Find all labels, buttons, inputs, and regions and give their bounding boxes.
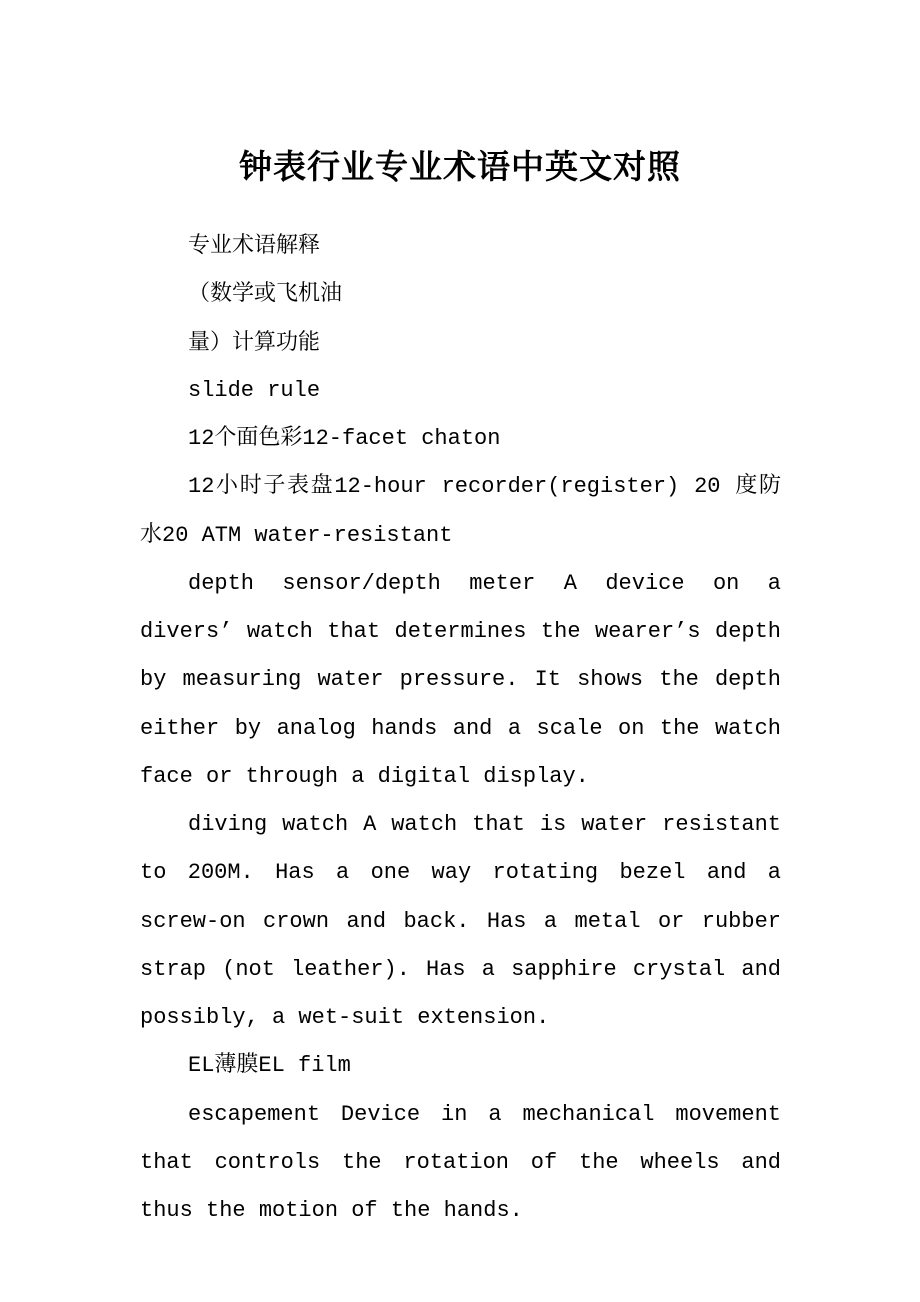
- paragraph-calculation-line-2: 量）计算功能: [188, 329, 321, 355]
- paragraph-el-film: EL薄膜EL film: [188, 1053, 351, 1079]
- paragraph-diving-watch: diving watch A watch that is water resistant to 200M. Has a one way rotating bezel and a screw-on crown and back. Has a metal or rubber strap (not leather). Has a sapphire crystal and possibly, a wet-suit extension.: [140, 812, 781, 1030]
- paragraph-slide-rule: slide rule: [188, 377, 321, 403]
- document-title: 钟表行业专业术语中英文对照: [239, 147, 681, 186]
- paragraph-12-hour-recorder: 12小时子表盘12-hour recorder(register) 20 度防水20 ATM water-resistant: [140, 474, 781, 548]
- paragraph-escapement: escapement Device in a mechanical movement that controls the rotation of the wheels and thus the motion of the hands.: [140, 1101, 781, 1223]
- document-body: [140, 222, 781, 1235]
- paragraph-depth-sensor: depth sensor/depth meter A device on a divers’ watch that determines the wearer’s depth by measuring water pressure. It shows the depth either by analog hands and a scale on the watch face or through a digital display.: [140, 570, 781, 789]
- paragraph-calculation-line-1: （数学或飞机油: [188, 281, 343, 307]
- paragraph-12-facet: 12个面色彩12-facet chaton: [188, 426, 501, 451]
- paragraph-heading-terms: 专业术语解释: [188, 233, 321, 258]
